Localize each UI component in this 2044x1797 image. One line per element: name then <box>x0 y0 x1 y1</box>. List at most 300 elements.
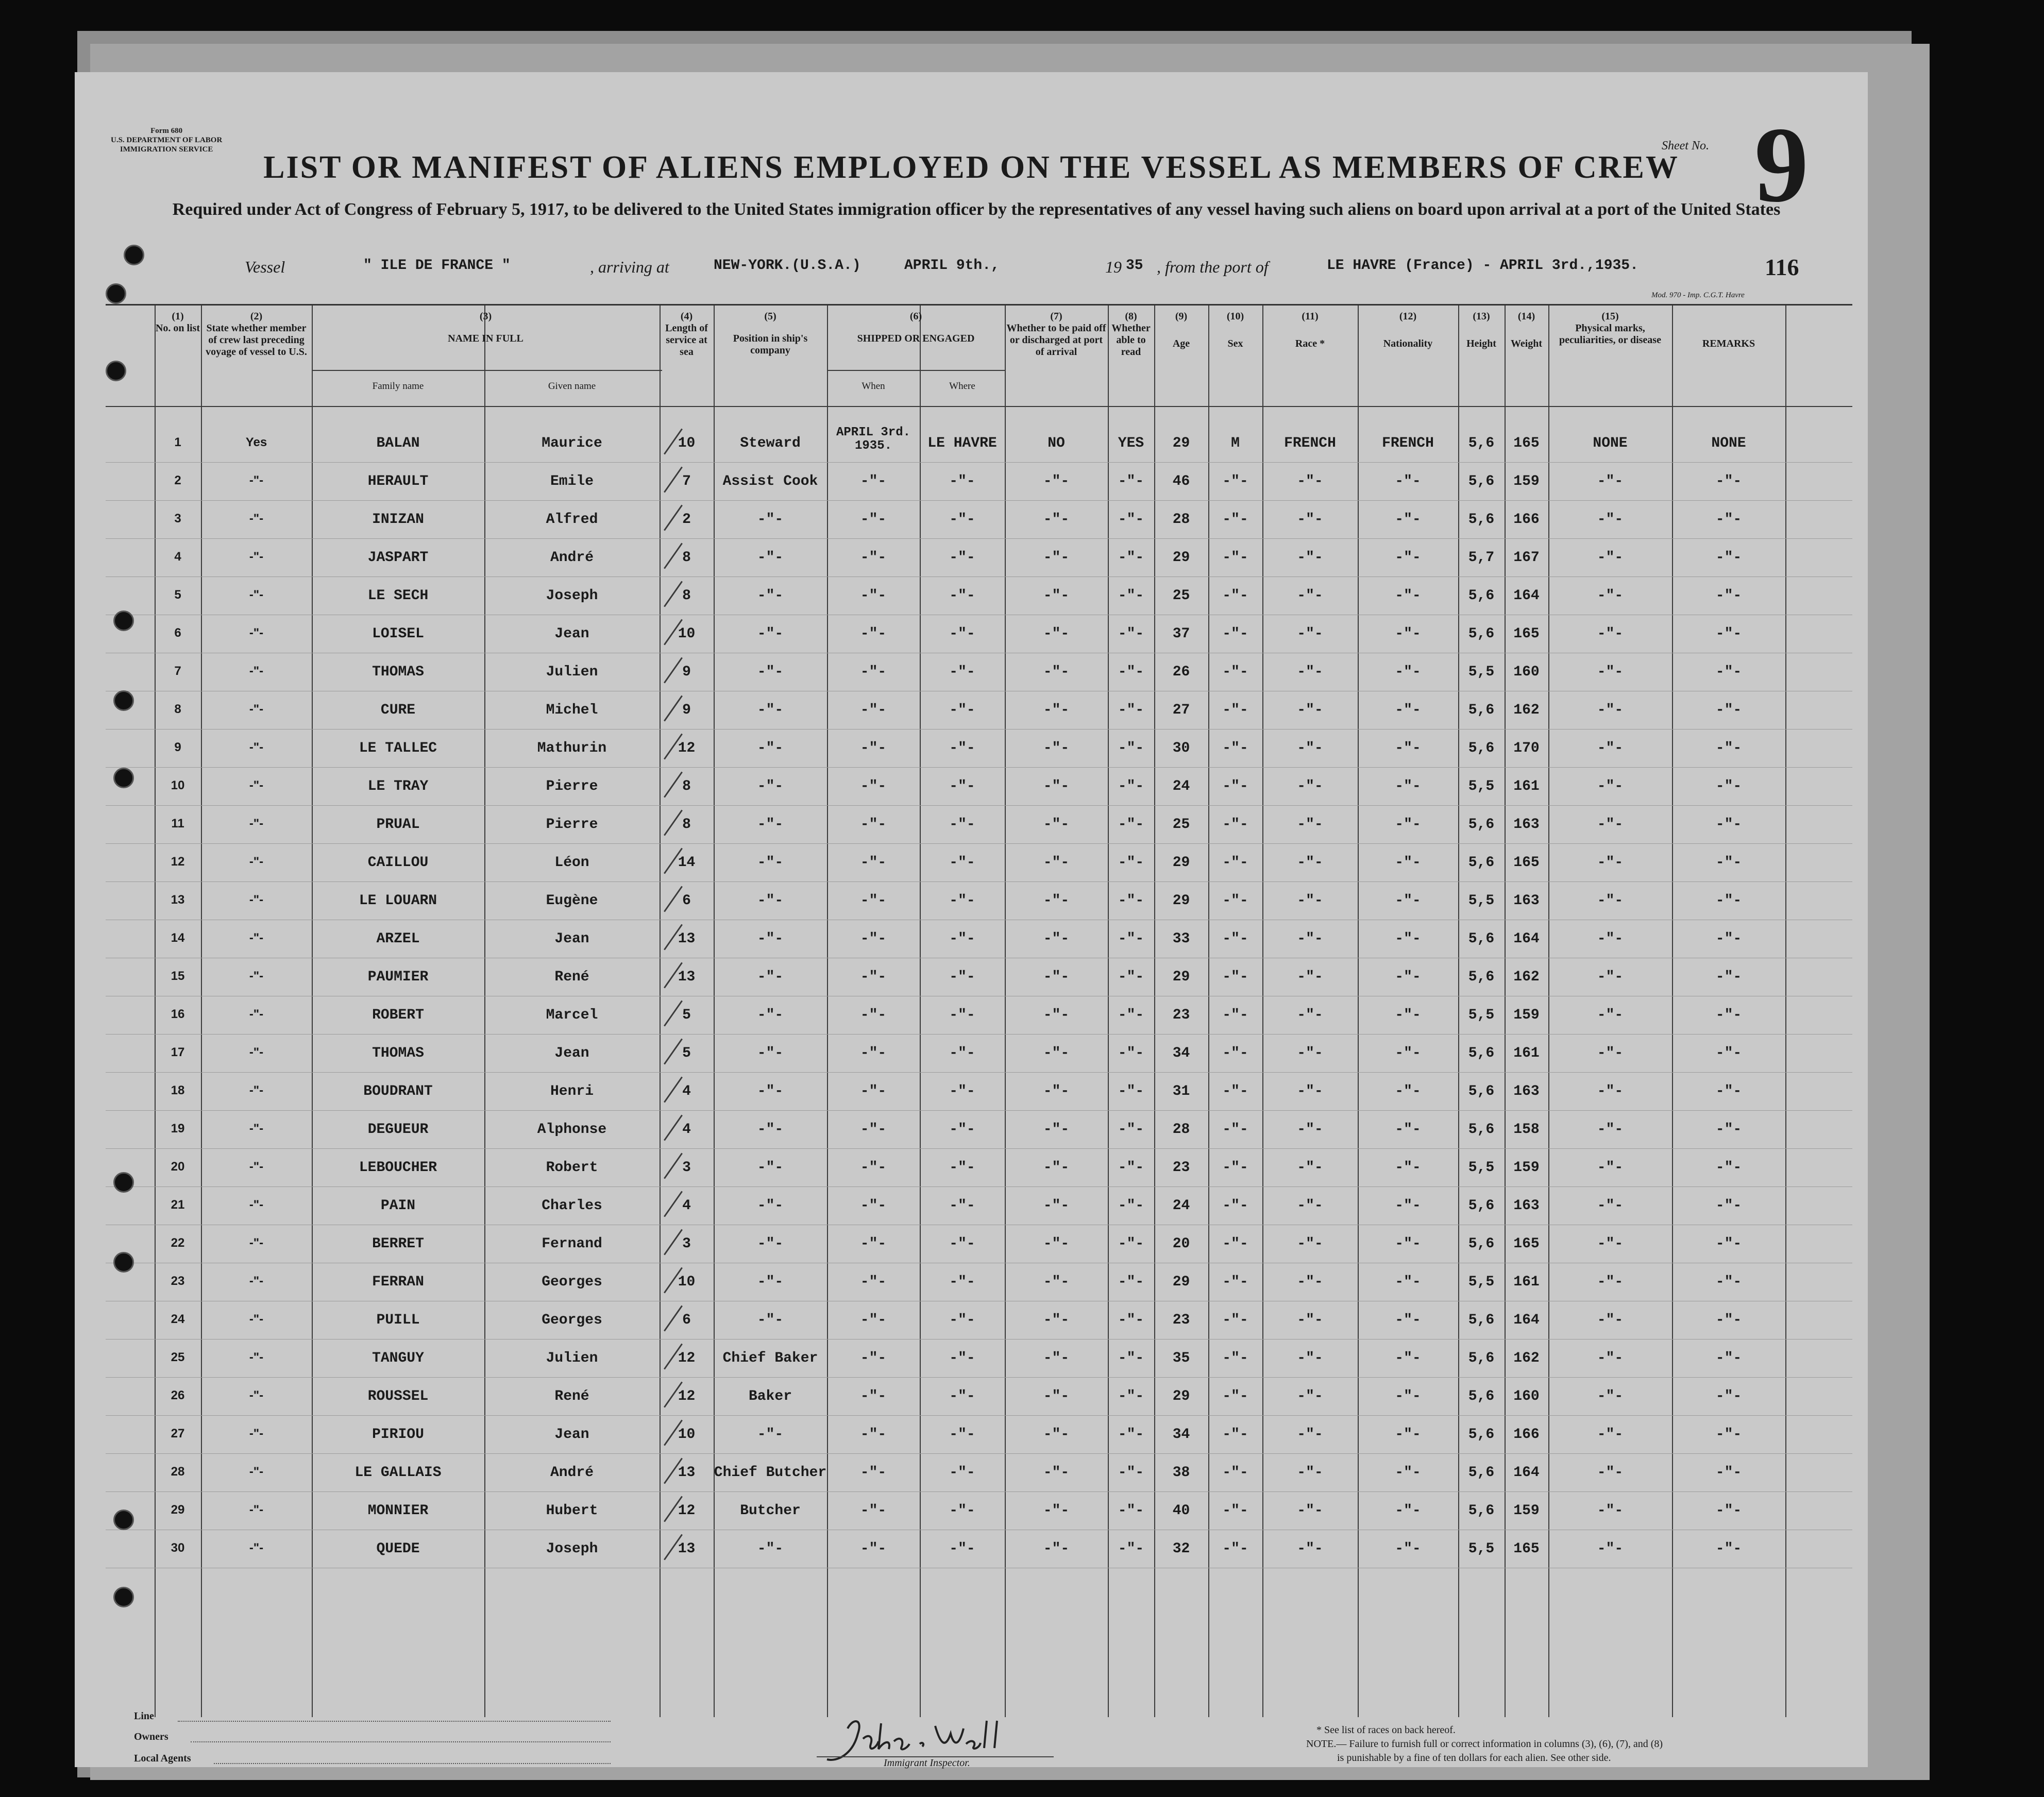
cell-prev: Yes <box>245 435 267 449</box>
cell-race: -"- <box>1297 1427 1323 1443</box>
cell-race: -"- <box>1297 855 1323 871</box>
cell-position: -"- <box>757 664 784 680</box>
cell-marks: -"- <box>1597 817 1624 833</box>
cell-remarks: -"- <box>1715 664 1742 680</box>
cell-given: Pierre <box>546 778 598 794</box>
cell-height: 5,5 <box>1468 1274 1495 1290</box>
cell-race: -"- <box>1297 473 1323 489</box>
cell-read: -"- <box>1118 740 1144 756</box>
cell-age: 23 <box>1172 1160 1190 1176</box>
arrival-date: APRIL 9th., <box>904 258 1000 274</box>
header-height: (13) Height <box>1466 311 1496 349</box>
binder-hole <box>106 361 126 381</box>
cell-read: -"- <box>1118 778 1144 794</box>
cell-remarks: -"- <box>1715 1122 1742 1138</box>
cell-weight: 159 <box>1513 1160 1540 1176</box>
sheet-number: 9 <box>1754 105 1809 225</box>
cell-position: Steward <box>740 435 801 451</box>
cell-age: 29 <box>1172 1388 1190 1404</box>
print-mark: Mod. 970 - Imp. C.G.T. Havre <box>1651 291 1745 299</box>
cell-paid: -"- <box>1043 931 1070 947</box>
cell-service: 4 <box>682 1083 691 1099</box>
cell-family: PRUAL <box>376 817 420 833</box>
cell-remarks: -"- <box>1715 1160 1742 1176</box>
cell-when: -"- <box>860 1083 887 1099</box>
cell-age: 20 <box>1172 1236 1190 1252</box>
cell-sex: -"- <box>1222 1045 1248 1061</box>
cell-marks: -"- <box>1597 1007 1624 1023</box>
cell-where: -"- <box>949 1388 975 1404</box>
penalty-note-1: NOTE.— Failure to furnish full or correct information in columns (3), (6), (7), and (8) <box>1306 1738 1663 1750</box>
cell-family: QUEDE <box>376 1541 420 1557</box>
cell-remarks: -"- <box>1715 1236 1742 1252</box>
cell-family: BERRET <box>372 1236 424 1252</box>
cell-height: 5,6 <box>1468 1350 1495 1366</box>
owners-label: Owners <box>134 1731 168 1742</box>
cell-family: PUILL <box>376 1312 420 1328</box>
cell-read: -"- <box>1118 664 1144 680</box>
cell-family: JASPART <box>367 550 429 566</box>
cell-family: FERRAN <box>372 1274 424 1290</box>
table-row <box>106 881 1852 920</box>
cell-height: 5,6 <box>1468 1198 1495 1214</box>
cell-sex: -"- <box>1222 664 1248 680</box>
cell-when: -"- <box>860 1236 887 1252</box>
cell-where: -"- <box>949 1045 975 1061</box>
cell-sex: -"- <box>1222 1503 1248 1519</box>
cell-where: -"- <box>949 550 975 566</box>
vessel-name: " ILE DE FRANCE " <box>363 258 511 274</box>
cell-service: 8 <box>682 550 691 566</box>
table-row <box>106 1453 1852 1492</box>
cell-given: Eugène <box>546 893 598 909</box>
cell-marks: -"- <box>1597 1236 1624 1252</box>
cell-remarks: -"- <box>1715 778 1742 794</box>
cell-height: 5,6 <box>1468 473 1495 489</box>
cell-paid: -"- <box>1043 1427 1070 1443</box>
cell-height: 5,6 <box>1468 1083 1495 1099</box>
cell-position: -"- <box>757 626 784 642</box>
cell-read: -"- <box>1118 1236 1144 1252</box>
cell-race: -"- <box>1297 512 1323 528</box>
cell-nat: -"- <box>1395 740 1421 756</box>
cell-race: -"- <box>1297 1465 1323 1481</box>
header-where: Where <box>949 381 975 392</box>
table-row <box>106 615 1852 653</box>
cell-service: 8 <box>682 588 691 604</box>
cell-family: CAILLOU <box>367 855 429 871</box>
header-shipped: (6) SHIPPED OR ENGAGED <box>857 311 975 344</box>
cell-marks: -"- <box>1597 1388 1624 1404</box>
cell-weight: 164 <box>1513 1312 1540 1328</box>
cell-position: -"- <box>757 588 784 604</box>
cell-position: -"- <box>757 1007 784 1023</box>
cell-height: 5,6 <box>1468 969 1495 985</box>
header-name: (3) NAME IN FULL <box>448 311 523 344</box>
cell-nat: -"- <box>1395 931 1421 947</box>
cell-paid: -"- <box>1043 1045 1070 1061</box>
cell-weight: 160 <box>1513 1388 1540 1404</box>
cell-read: -"- <box>1118 855 1144 871</box>
cell-position: -"- <box>757 893 784 909</box>
cell-nat: -"- <box>1395 1007 1421 1023</box>
cell-position: -"- <box>757 550 784 566</box>
cell-height: 5,6 <box>1468 1122 1495 1138</box>
cell-position: -"- <box>757 1541 784 1557</box>
table-row <box>106 843 1852 882</box>
cell-race: -"- <box>1297 1122 1323 1138</box>
cell-weight: 163 <box>1513 1198 1540 1214</box>
cell-height: 5,6 <box>1468 1503 1495 1519</box>
table-row <box>106 1339 1852 1378</box>
cell-nat: -"- <box>1395 1160 1421 1176</box>
cell-prev: -"- <box>249 473 264 487</box>
cell-sex: -"- <box>1222 855 1248 871</box>
cell-position: -"- <box>757 1274 784 1290</box>
cell-age: 29 <box>1172 550 1190 566</box>
cell-race: FRENCH <box>1284 435 1336 451</box>
header-race: (11) Race * <box>1295 311 1325 349</box>
cell-family: PAIN <box>380 1198 416 1214</box>
header-service-length: (4) Length of service at sea <box>665 311 708 358</box>
header-able-to-read: (8) Whether able to read <box>1111 311 1151 358</box>
cell-weight: 160 <box>1513 664 1540 680</box>
cell-prev: -"- <box>249 550 264 564</box>
cell-no: 25 <box>171 1350 185 1364</box>
cell-where: -"- <box>949 1160 975 1176</box>
cell-paid: -"- <box>1043 1312 1070 1328</box>
cell-sex: -"- <box>1222 1007 1248 1023</box>
cell-given: Henri <box>550 1083 594 1099</box>
cell-age: 23 <box>1172 1007 1190 1023</box>
cell-sex: -"- <box>1222 626 1248 642</box>
table-row <box>106 424 1852 463</box>
cell-when: -"- <box>860 1312 887 1328</box>
cell-race: -"- <box>1297 1312 1323 1328</box>
cell-read: -"- <box>1118 626 1144 642</box>
cell-no: 8 <box>174 702 181 716</box>
cell-family: THOMAS <box>372 664 424 680</box>
arriving-port: NEW-YORK.(U.S.A.) <box>714 258 861 274</box>
cell-marks: -"- <box>1597 778 1624 794</box>
agents-field <box>214 1762 611 1764</box>
cell-paid: -"- <box>1043 817 1070 833</box>
cell-weight: 161 <box>1513 1045 1540 1061</box>
cell-where: -"- <box>949 1236 975 1252</box>
cell-service: 4 <box>682 1198 691 1214</box>
cell-marks: -"- <box>1597 931 1624 947</box>
cell-given: Joseph <box>546 588 598 604</box>
cell-prev: -"- <box>249 1274 264 1288</box>
cell-position: -"- <box>757 1427 784 1443</box>
cell-sex: -"- <box>1222 1122 1248 1138</box>
cell-height: 5,5 <box>1468 778 1495 794</box>
cell-read: -"- <box>1118 1350 1144 1366</box>
cell-service: 10 <box>678 1427 696 1443</box>
cell-no: 6 <box>174 626 181 640</box>
cell-height: 5,6 <box>1468 512 1495 528</box>
table-row <box>106 1186 1852 1225</box>
cell-prev: -"- <box>249 626 264 640</box>
binder-hole <box>113 768 134 788</box>
cell-paid: -"- <box>1043 740 1070 756</box>
cell-nat: -"- <box>1395 1083 1421 1099</box>
cell-read: -"- <box>1118 893 1144 909</box>
cell-sex: -"- <box>1222 702 1248 718</box>
cell-nat: -"- <box>1395 778 1421 794</box>
cell-position: -"- <box>757 969 784 985</box>
cell-paid: -"- <box>1043 855 1070 871</box>
cell-no: 28 <box>171 1465 185 1479</box>
cell-given: Julien <box>546 664 598 680</box>
cell-where: -"- <box>949 1274 975 1290</box>
cell-no: 30 <box>171 1541 185 1555</box>
cell-height: 5,5 <box>1468 893 1495 909</box>
cell-no: 21 <box>171 1198 185 1212</box>
cell-marks: -"- <box>1597 1122 1624 1138</box>
service-name: IMMIGRATION SERVICE <box>120 145 213 154</box>
cell-service: 12 <box>678 1388 696 1404</box>
cell-no: 17 <box>171 1045 185 1059</box>
cell-weight: 170 <box>1513 740 1540 756</box>
cell-family: PIRIOU <box>372 1427 424 1443</box>
cell-nat: -"- <box>1395 1465 1421 1481</box>
cell-prev: -"- <box>249 1045 264 1059</box>
cell-when: -"- <box>860 1465 887 1481</box>
cell-age: 46 <box>1172 473 1190 489</box>
cell-height: 5,6 <box>1468 435 1495 451</box>
cell-family: MONNIER <box>367 1503 429 1519</box>
cell-race: -"- <box>1297 1350 1323 1366</box>
cell-prev: -"- <box>249 1312 264 1326</box>
cell-paid: -"- <box>1043 1083 1070 1099</box>
cell-remarks: -"- <box>1715 1388 1742 1404</box>
cell-sex: -"- <box>1222 1160 1248 1176</box>
cell-where: -"- <box>949 588 975 604</box>
cell-height: 5,5 <box>1468 1160 1495 1176</box>
cell-remarks: -"- <box>1715 550 1742 566</box>
cell-remarks: -"- <box>1715 931 1742 947</box>
cell-family: LE TALLEC <box>359 740 437 756</box>
binder-hole <box>113 1252 134 1273</box>
cell-age: 26 <box>1172 664 1190 680</box>
table-row <box>106 500 1852 539</box>
cell-height: 5,6 <box>1468 1427 1495 1443</box>
from-port: LE HAVRE (France) - APRIL 3rd.,1935. <box>1327 258 1638 274</box>
cell-given: Robert <box>546 1160 598 1176</box>
cell-sex: -"- <box>1222 1083 1248 1099</box>
cell-remarks: -"- <box>1715 740 1742 756</box>
cell-age: 30 <box>1172 740 1190 756</box>
cell-where: -"- <box>949 855 975 871</box>
cell-where: -"- <box>949 969 975 985</box>
cell-given: Léon <box>554 855 589 871</box>
table-row <box>106 1263 1852 1301</box>
cell-sex: -"- <box>1222 1350 1248 1366</box>
cell-remarks: -"- <box>1715 1045 1742 1061</box>
cell-nat: -"- <box>1395 1045 1421 1061</box>
cell-where: -"- <box>949 1122 975 1138</box>
cell-given: Jean <box>554 626 589 642</box>
cell-read: -"- <box>1118 931 1144 947</box>
cell-age: 29 <box>1172 435 1190 451</box>
cell-race: -"- <box>1297 969 1323 985</box>
cell-marks: -"- <box>1597 740 1624 756</box>
cell-given: Jean <box>554 931 589 947</box>
table-row <box>106 767 1852 806</box>
cell-when: -"- <box>860 1503 887 1519</box>
cell-given: Hubert <box>546 1503 598 1519</box>
cell-marks: NONE <box>1593 435 1628 451</box>
cell-where: -"- <box>949 1465 975 1481</box>
line-field <box>178 1720 611 1722</box>
table-row <box>106 691 1852 730</box>
from-label: , from the port of <box>1157 258 1269 276</box>
table-row <box>106 996 1852 1035</box>
cell-service: 8 <box>682 817 691 833</box>
cell-nat: -"- <box>1395 893 1421 909</box>
cell-prev: -"- <box>249 855 264 869</box>
cell-service: 6 <box>682 893 691 909</box>
cell-no: 26 <box>171 1388 185 1402</box>
cell-paid: -"- <box>1043 702 1070 718</box>
cell-position: -"- <box>757 855 784 871</box>
cell-given: Joseph <box>546 1541 598 1557</box>
cell-height: 5,6 <box>1468 1236 1495 1252</box>
cell-remarks: -"- <box>1715 1274 1742 1290</box>
cell-age: 29 <box>1172 855 1190 871</box>
cell-paid: -"- <box>1043 969 1070 985</box>
cell-given: Mathurin <box>537 740 607 756</box>
cell-given: Jean <box>554 1045 589 1061</box>
cell-given: Michel <box>546 702 598 718</box>
table-row <box>106 958 1852 996</box>
cell-read: -"- <box>1118 1160 1144 1176</box>
cell-prev: -"- <box>249 969 264 983</box>
cell-remarks: -"- <box>1715 855 1742 871</box>
cell-nat: -"- <box>1395 550 1421 566</box>
cell-weight: 165 <box>1513 435 1540 451</box>
cell-when: -"- <box>860 817 887 833</box>
header-previous-voyage: (2) State whether member of crew last preceding voyage of vessel to U.S. <box>206 311 307 358</box>
cell-height: 5,7 <box>1468 550 1495 566</box>
cell-position: -"- <box>757 1160 784 1176</box>
cell-sex: M <box>1231 435 1240 451</box>
cell-when: -"- <box>860 778 887 794</box>
cell-nat: FRENCH <box>1382 435 1434 451</box>
document-subtitle: Required under Act of Congress of February 5, 1917, to be delivered to the United States immigration officer by the representatives of any vessel having such aliens on board upon arrival at a port of the United States <box>172 200 1781 219</box>
cell-service: 6 <box>682 1312 691 1328</box>
cell-position: Chief Butcher <box>714 1465 827 1481</box>
cell-paid: -"- <box>1043 1007 1070 1023</box>
cell-age: 34 <box>1172 1427 1190 1443</box>
cell-family: INIZAN <box>372 512 424 528</box>
cell-nat: -"- <box>1395 1388 1421 1404</box>
cell-nat: -"- <box>1395 512 1421 528</box>
table-row <box>106 1530 1852 1568</box>
cell-service: 13 <box>678 1541 696 1557</box>
cell-where: -"- <box>949 512 975 528</box>
cell-age: 34 <box>1172 1045 1190 1061</box>
cell-family: CURE <box>380 702 416 718</box>
cell-no: 14 <box>171 931 185 945</box>
cell-read: -"- <box>1118 702 1144 718</box>
header-physical-marks: (15) Physical marks, peculiarities, or disease <box>1559 311 1661 346</box>
cell-position: Assist Cook <box>722 473 818 489</box>
cell-when: -"- <box>860 1007 887 1023</box>
cell-sex: -"- <box>1222 1465 1248 1481</box>
cell-paid: -"- <box>1043 1160 1070 1176</box>
cell-weight: 165 <box>1513 1236 1540 1252</box>
cell-when: -"- <box>860 1541 887 1557</box>
cell-paid: -"- <box>1043 588 1070 604</box>
cell-height: 5,6 <box>1468 1388 1495 1404</box>
cell-race: -"- <box>1297 1083 1323 1099</box>
cell-weight: 163 <box>1513 817 1540 833</box>
header-sex: (10) Sex <box>1226 311 1244 349</box>
cell-no: 10 <box>171 778 185 792</box>
cell-prev: -"- <box>249 778 264 792</box>
cell-service: 8 <box>682 778 691 794</box>
cell-height: 5,6 <box>1468 1312 1495 1328</box>
cell-given: Fernand <box>542 1236 602 1252</box>
cell-age: 23 <box>1172 1312 1190 1328</box>
cell-position: -"- <box>757 512 784 528</box>
cell-family: ROUSSEL <box>367 1388 429 1404</box>
cell-when: -"- <box>860 588 887 604</box>
cell-service: 7 <box>682 473 691 489</box>
cell-prev: -"- <box>249 1388 264 1402</box>
cell-nat: -"- <box>1395 626 1421 642</box>
cell-when: -"- <box>860 740 887 756</box>
cell-race: -"- <box>1297 626 1323 642</box>
penalty-note-2: is punishable by a fine of ten dollars for each alien. See other side. <box>1337 1752 1611 1764</box>
cell-given: André <box>550 1465 594 1481</box>
cell-when: -"- <box>860 626 887 642</box>
cell-service: 13 <box>678 1465 696 1481</box>
cell-age: 33 <box>1172 931 1190 947</box>
cell-marks: -"- <box>1597 1198 1624 1214</box>
cell-when: -"- <box>860 550 887 566</box>
cell-family: LE LOUARN <box>359 893 437 909</box>
cell-prev: -"- <box>249 1007 264 1021</box>
cell-age: 28 <box>1172 1122 1190 1138</box>
cell-when: -"- <box>860 1045 887 1061</box>
cell-nat: -"- <box>1395 1312 1421 1328</box>
cell-read: -"- <box>1118 512 1144 528</box>
form-number: Form 680 <box>150 127 183 135</box>
cell-marks: -"- <box>1597 1312 1624 1328</box>
cell-remarks: -"- <box>1715 1007 1742 1023</box>
cell-weight: 165 <box>1513 855 1540 871</box>
cell-sex: -"- <box>1222 1198 1248 1214</box>
cell-nat: -"- <box>1395 588 1421 604</box>
cell-no: 23 <box>171 1274 185 1288</box>
cell-no: 2 <box>174 473 181 487</box>
cell-when: -"- <box>860 473 887 489</box>
header-given-name: Given name <box>548 381 596 392</box>
cell-family: TANGUY <box>372 1350 424 1366</box>
cell-age: 29 <box>1172 1274 1190 1290</box>
binder-hole <box>124 245 144 265</box>
cell-when: -"- <box>860 931 887 947</box>
cell-marks: -"- <box>1597 1083 1624 1099</box>
cell-service: 10 <box>678 435 696 451</box>
cell-read: -"- <box>1118 1274 1144 1290</box>
cell-weight: 159 <box>1513 1503 1540 1519</box>
cell-paid: -"- <box>1043 1236 1070 1252</box>
cell-family: ARZEL <box>376 931 420 947</box>
